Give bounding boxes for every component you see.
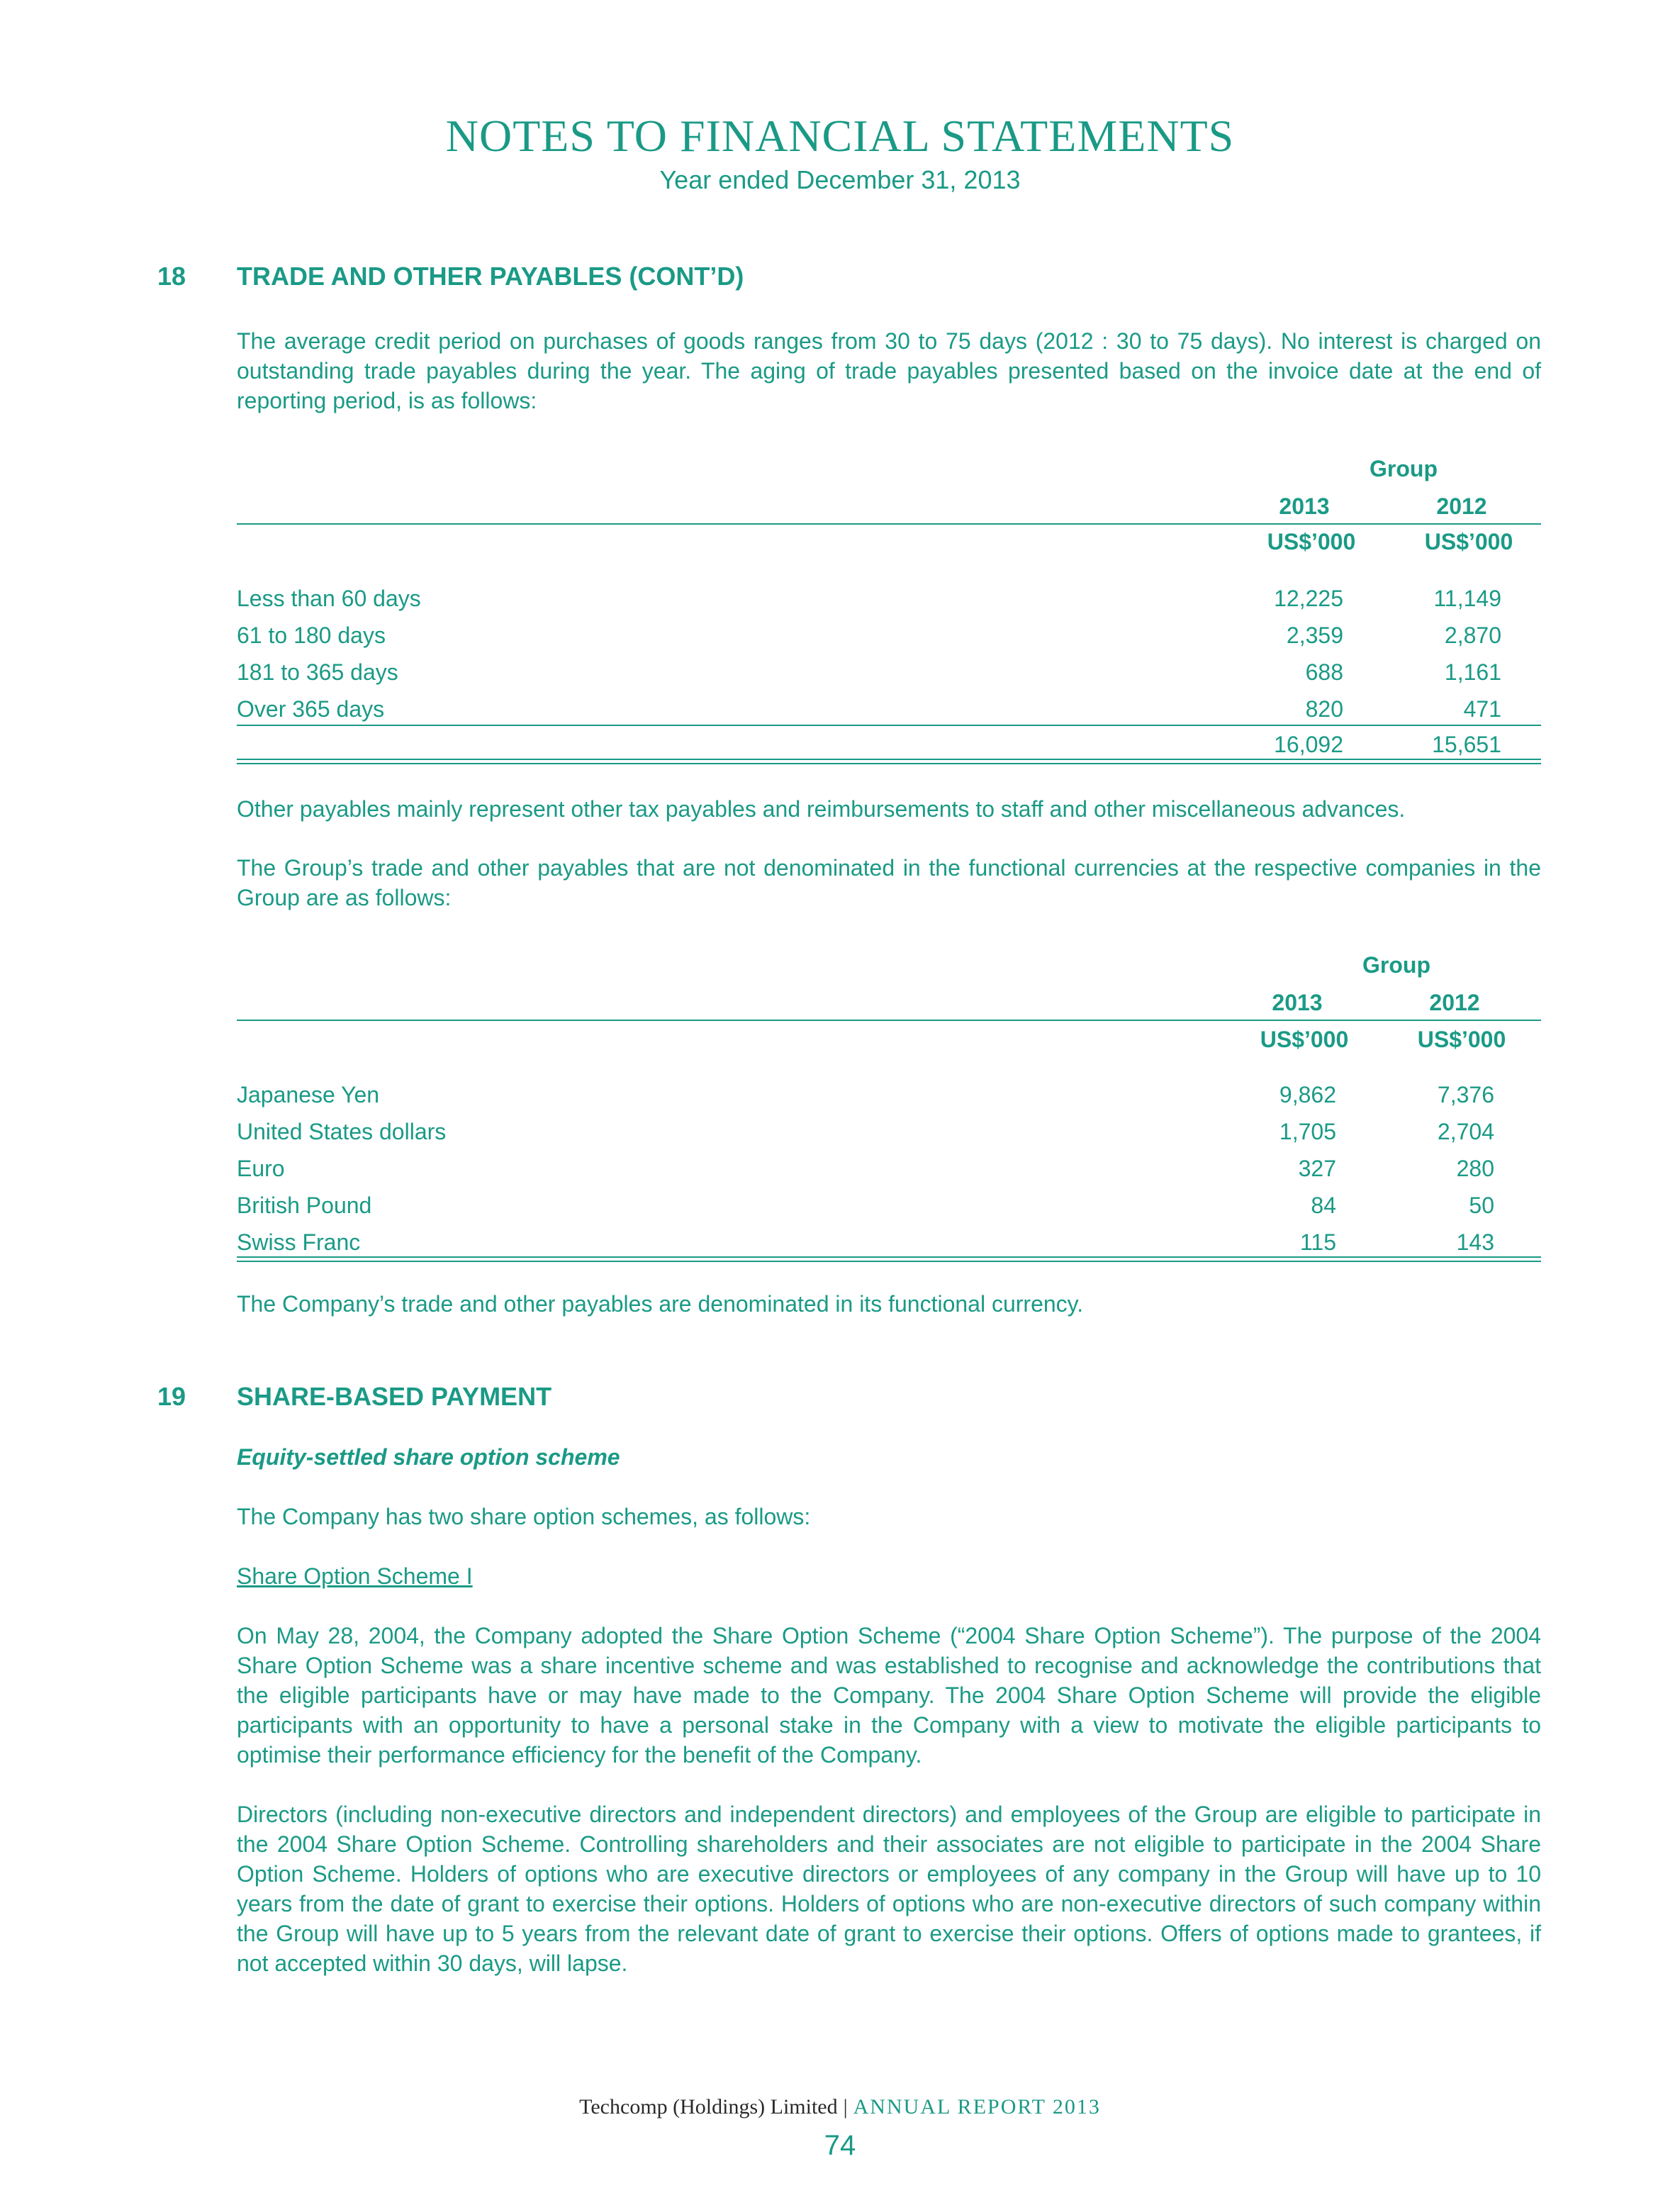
value-2012: 2,704 bbox=[1437, 1119, 1494, 1144]
footer-separator: | bbox=[843, 2095, 848, 2119]
value-2013: 327 bbox=[1298, 1156, 1336, 1181]
row-label: Less than 60 days bbox=[237, 586, 421, 611]
total-2013: 16,092 bbox=[1274, 732, 1343, 757]
section-number: 19 bbox=[157, 1382, 186, 1411]
total-2012: 15,651 bbox=[1432, 732, 1501, 757]
paragraph-scheme-eligibility: Directors (including non-executive directors and independent directors) and employees of the Group are eligible to participate in the 2004 Share Option Scheme. Controlling shareholders and their associates are not eligible to participate in the 2004 Share Option Scheme. Holders of options who are executive directors or employees of any company in the Group will have up to 10 years from the date of grant to exercise their options. Holders of options who are non-executive directors of such company within the Group will have up to 5 years from the relevant date of grant to exercise their options. Offers of options made to grantees, if not accepted within 30 days, will lapse. bbox=[237, 1802, 1541, 1976]
value-2012: 280 bbox=[1456, 1156, 1494, 1181]
row-label: Over 365 days bbox=[237, 696, 385, 722]
footer-company: Techcomp (Holdings) Limited bbox=[579, 2095, 838, 2119]
section-number: 18 bbox=[157, 262, 186, 291]
page-title: NOTES TO FINANCIAL STATEMENTS bbox=[445, 111, 1235, 161]
subheading-equity-settled: Equity-settled share option scheme bbox=[237, 1444, 620, 1470]
column-year-2012: 2012 bbox=[1436, 493, 1487, 519]
value-2013: 12,225 bbox=[1274, 586, 1343, 611]
table-double-rule bbox=[237, 759, 1541, 764]
table-rule bbox=[237, 1020, 1541, 1021]
value-2013: 688 bbox=[1305, 659, 1343, 685]
row-label: Euro bbox=[237, 1156, 285, 1181]
section-title: TRADE AND OTHER PAYABLES (CONT’D) bbox=[237, 262, 744, 291]
table-group-label: Group bbox=[1370, 456, 1438, 481]
column-unit-2013: US$’000 bbox=[1260, 1027, 1349, 1052]
row-label: United States dollars bbox=[237, 1119, 447, 1144]
table-double-rule bbox=[237, 1256, 1541, 1262]
value-2012: 143 bbox=[1456, 1229, 1494, 1255]
row-label: 181 to 365 days bbox=[237, 659, 398, 685]
value-2013: 2,359 bbox=[1286, 623, 1343, 648]
column-unit-2012: US$’000 bbox=[1417, 1027, 1506, 1052]
column-year-2013: 2013 bbox=[1272, 990, 1323, 1015]
footer bbox=[0, 2097, 1680, 2118]
section-title: SHARE-BASED PAYMENT bbox=[237, 1382, 552, 1411]
value-2012: 50 bbox=[1469, 1193, 1494, 1218]
value-2013: 84 bbox=[1311, 1193, 1336, 1218]
value-2013: 115 bbox=[1299, 1229, 1336, 1255]
value-2012: 7,376 bbox=[1437, 1082, 1494, 1107]
column-year-2012: 2012 bbox=[1429, 990, 1480, 1015]
value-2013: 820 bbox=[1305, 696, 1343, 722]
column-unit-2013: US$’000 bbox=[1267, 529, 1356, 554]
table-rule bbox=[237, 523, 1541, 525]
value-2013: 9,862 bbox=[1279, 1082, 1336, 1107]
subheading-scheme-one: Share Option Scheme I bbox=[237, 1563, 473, 1589]
paragraph-credit-period: The average credit period on purchases of goods ranges from 30 to 75 days (2012 : 30 to 75 days). No interest is charged on outstanding trade payables during the year. The aging of trade payables presented based on the invoice date at the end of reporting period, is as follows: bbox=[237, 328, 1541, 413]
row-label: Swiss Franc bbox=[237, 1229, 361, 1255]
row-label: Japanese Yen bbox=[237, 1082, 380, 1107]
value-2012: 471 bbox=[1463, 696, 1501, 722]
value-2013: 1,705 bbox=[1279, 1119, 1336, 1144]
value-2012: 11,149 bbox=[1433, 586, 1501, 611]
value-2012: 2,870 bbox=[1444, 623, 1501, 648]
table-rule bbox=[237, 725, 1541, 726]
table-group-label: Group bbox=[1362, 952, 1430, 978]
footer-report-title: ANNUAL REPORT 2013 bbox=[853, 2095, 1101, 2119]
paragraph-company-currency: The Company’s trade and other payables are denominated in its functional currency. bbox=[237, 1291, 1084, 1317]
paragraph-scheme-purpose: On May 28, 2004, the Company adopted the Share Option Scheme (“2004 Share Option Scheme”). The purpose of the 2004 Share Option Scheme was a share incentive scheme and was established to recognise and acknowledge the contributions that the eligible participants have or may have made to the Company. The 2004 Share Option Scheme will provide the eligible participants with an opportunity to have a personal stake in the Company with a view to motivate the eligible participants to optimise their performance efficiency for the benefit of the Company. bbox=[237, 1623, 1541, 1768]
column-unit-2012: US$’000 bbox=[1424, 529, 1513, 554]
row-label: 61 to 180 days bbox=[237, 623, 386, 648]
page-number: 74 bbox=[824, 2130, 856, 2161]
column-year-2013: 2013 bbox=[1279, 493, 1330, 519]
paragraph-other-payables: Other payables mainly represent other tax payables and reimbursements to staff and other miscellaneous advances. bbox=[237, 796, 1406, 822]
paragraph-two-schemes: The Company has two share option schemes, as follows: bbox=[237, 1504, 811, 1529]
value-2012: 1,161 bbox=[1444, 659, 1501, 685]
row-label: British Pound bbox=[237, 1193, 372, 1218]
paragraph-currency-intro: The Group’s trade and other payables that are not denominated in the functional currencies at the respective companies in the Group are as follows: bbox=[237, 855, 1541, 910]
page-subtitle: Year ended December 31, 2013 bbox=[659, 165, 1021, 194]
